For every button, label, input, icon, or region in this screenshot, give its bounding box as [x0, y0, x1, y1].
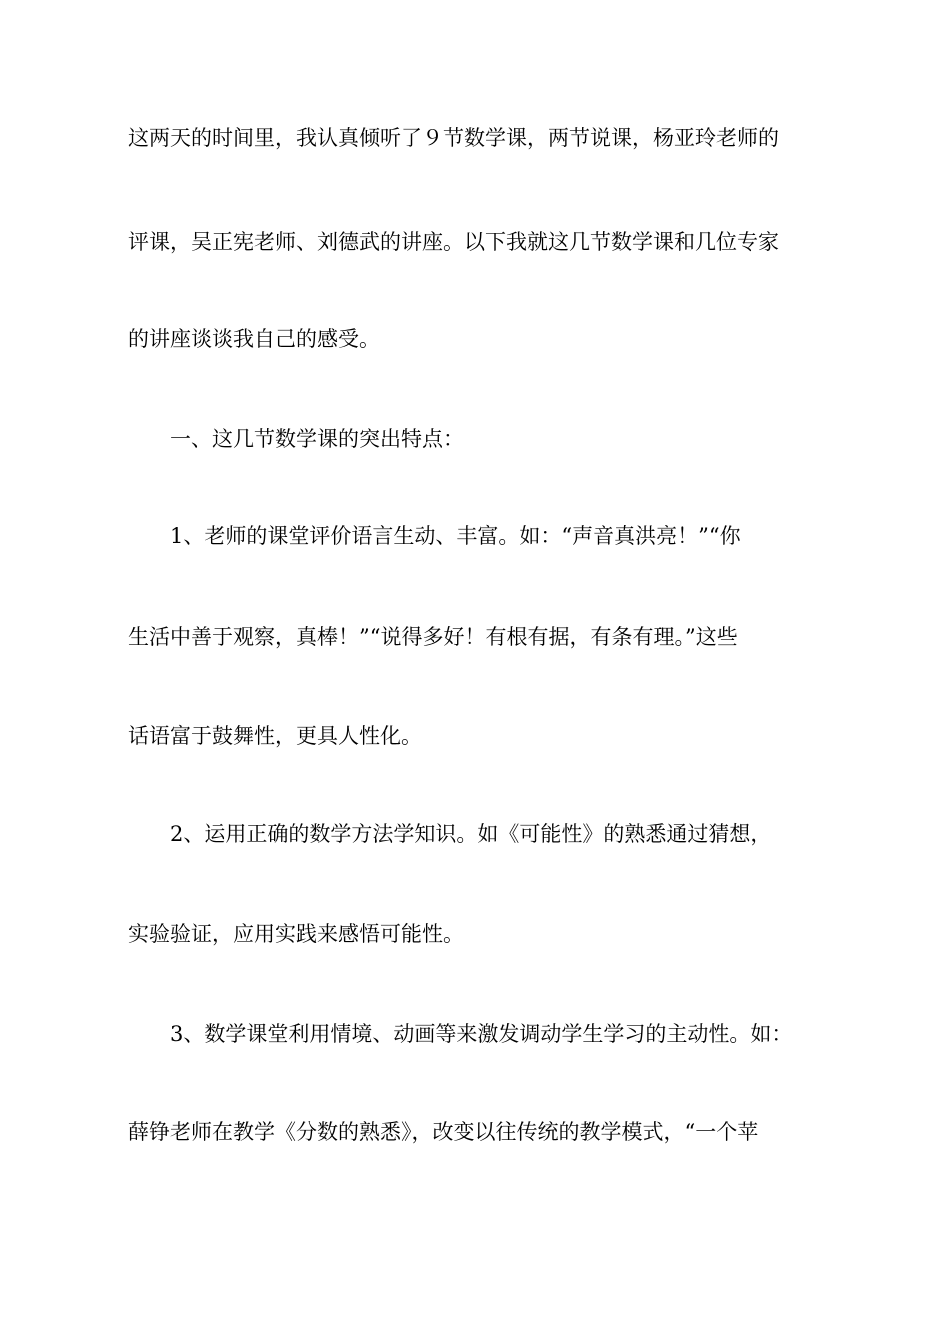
section-heading: 一、这几节数学课的突出特点：: [170, 427, 464, 451]
paragraph-line: 评课，吴正宪老师、刘德武的讲座。以下我就这几节数学课和几位专家: [128, 230, 779, 254]
paragraph-line: 的讲座谈谈我自己的感受。: [128, 327, 380, 351]
paragraph-line: 话语富于鼓舞性，更具人性化。: [128, 724, 422, 748]
paragraph-line: 1、老师的课堂评价语言生动、丰富。如：“声音真洪亮！”“你: [170, 524, 741, 548]
paragraph-line: 这两天的时间里，我认真倾听了９节数学课，两节说课，杨亚玲老师的: [128, 126, 779, 150]
paragraph-line: 实验验证，应用实践来感悟可能性。: [128, 922, 464, 946]
paragraph-line: 3、数学课堂利用情境、动画等来激发调动学生学习的主动性。如：: [170, 1022, 793, 1046]
paragraph-line: 薛铮老师在教学《分数的熟悉》，改变以往传统的教学模式，“一个苹: [128, 1120, 759, 1144]
paragraph-line: 生活中善于观察，真棒！”“说得多好！有根有据，有条有理。”这些: [128, 625, 738, 649]
paragraph-line: 2、运用正确的数学方法学知识。如《可能性》的熟悉通过猜想，: [170, 822, 772, 846]
